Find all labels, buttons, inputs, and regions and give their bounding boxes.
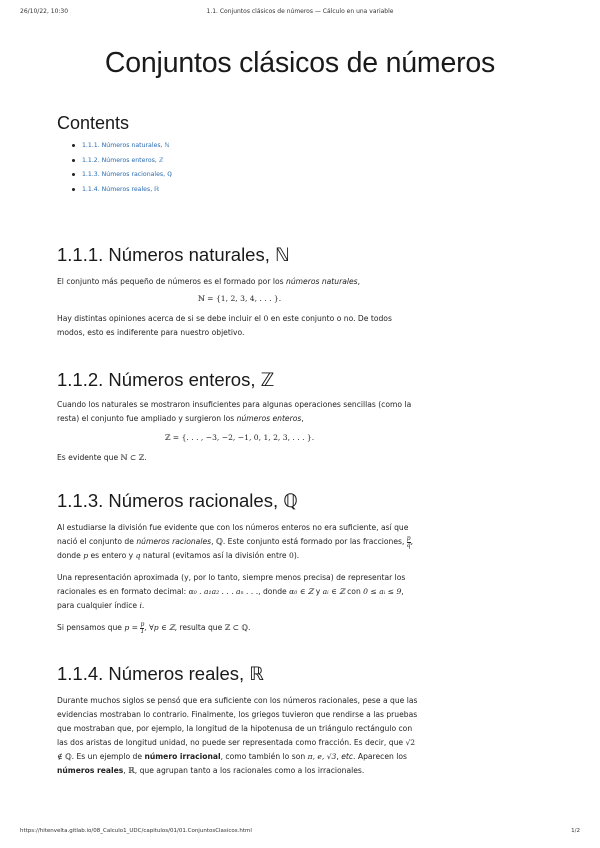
print-doc-title: 1.1. Conjuntos clásicos de números — Cálculo en una variable — [206, 8, 394, 15]
paragraph: Si pensamos que p = $\frac{p}{1}$ , ∀p ∈ ℤ, resulta que ℤ ⊂ ℚ. — [57, 620, 251, 635]
print-datetime: 26/10/22, 10:30 — [20, 8, 69, 15]
toc-link-reales[interactable]: 1.1.4. Números reales, ℝ — [72, 186, 172, 201]
toc-link-racionales[interactable]: 1.1.3. Números racionales, ℚ — [72, 171, 172, 186]
paragraph: Hay distintas opiniones acerca de si se debe incluir el 0 en este conjunto o no. De todos modos, esto es indiferente para nuestro objetivo. — [57, 314, 392, 337]
toc-link-enteros[interactable]: 1.1.2. Números enteros, ℤ — [72, 157, 172, 172]
contents-heading: Contents — [57, 113, 130, 133]
section-enteros — [57, 369, 422, 465]
paragraph: Durante muchos siglos se pensó que era suficiente con los números racionales, pese a que las evidencias mostraban lo contrario. Finalmente, los griegos tuvieron que rendirse a las pruebas que mostraban que, por ejemplo, la longitud de la hipotenusa de un triángulo rectángulo con las dos aristas de longitud unidad, no puede ser representada como fracción. Es decir, que √2 ∉ ℚ. Es un ejemplo de número irracional, como también lo son π, e, √3, etc. Aparecen los números reales, ℝ, que agrupan tanto a los racionales como a los irracionales. — [57, 696, 418, 775]
section-naturales — [57, 244, 422, 340]
math-display: ℤ = {. . . , −3, −2, −1, 0, 1, 2, 3, . . . }. — [164, 433, 315, 442]
toc-link-naturales[interactable]: 1.1.1. Números naturales, ℕ — [72, 142, 172, 157]
fraction: $\frac{p}{1}$ — [140, 620, 145, 635]
title-wrap — [57, 47, 543, 80]
paragraph: Una representación aproximada (y, por lo tanto, siempre menos precisa) de representar los racionales es en formato decimal: α₀ . a₁a₂ . . . aₙ . . ., donde α₀ ∈ ℤ y aᵢ ∈ ℤ con 0 ≤ aᵢ ≤ 9, para cualquier índice i. — [57, 573, 406, 610]
table-of-contents — [72, 142, 172, 200]
section-reales — [57, 663, 422, 778]
paragraph: Es evidente que ℕ ⊂ ℤ. — [57, 453, 147, 462]
fraction: $\frac{p}{q}$ — [406, 534, 411, 549]
print-footer — [20, 828, 580, 834]
print-header — [20, 8, 580, 15]
page-title: Conjuntos clásicos de números — [104, 47, 496, 79]
paragraph: Al estudiarse la división fue evidente que con los números enteros no era suficiente, así que nació el conjunto de números racionales, ℚ. Este conjunto está formado por las fracciones, $\frac{p}{q}$ , donde p es entero y q natural (evitamos así la división entre 0). — [57, 523, 414, 560]
print-page-number: 1/2 — [571, 828, 580, 834]
section-racionales — [57, 490, 422, 635]
section-heading-reales: 1.1.4. Números reales, ℝ — [57, 663, 264, 684]
section-heading-naturales: 1.1.1. Números naturales, ℕ — [57, 244, 290, 265]
paragraph: El conjunto más pequeño de números es el formado por los números naturales, — [57, 277, 361, 286]
paragraph: Cuando los naturales se mostraron insuficientes para algunas operaciones sencillas (como la resta) el conjunto fue ampliado y surgieron los números enteros, — [57, 400, 412, 423]
section-heading-enteros: 1.1.2. Números enteros, ℤ — [57, 369, 275, 390]
section-heading-racionales: 1.1.3. Números racionales, ℚ — [57, 490, 298, 511]
print-url: https://hitenvelta.gitlab.io/08_Calculo1_UDC/capitulos/01/01.ConjuntosClasicos.html — [20, 828, 252, 834]
math-display: ℕ = {1, 2, 3, 4, . . . }. — [197, 294, 282, 303]
